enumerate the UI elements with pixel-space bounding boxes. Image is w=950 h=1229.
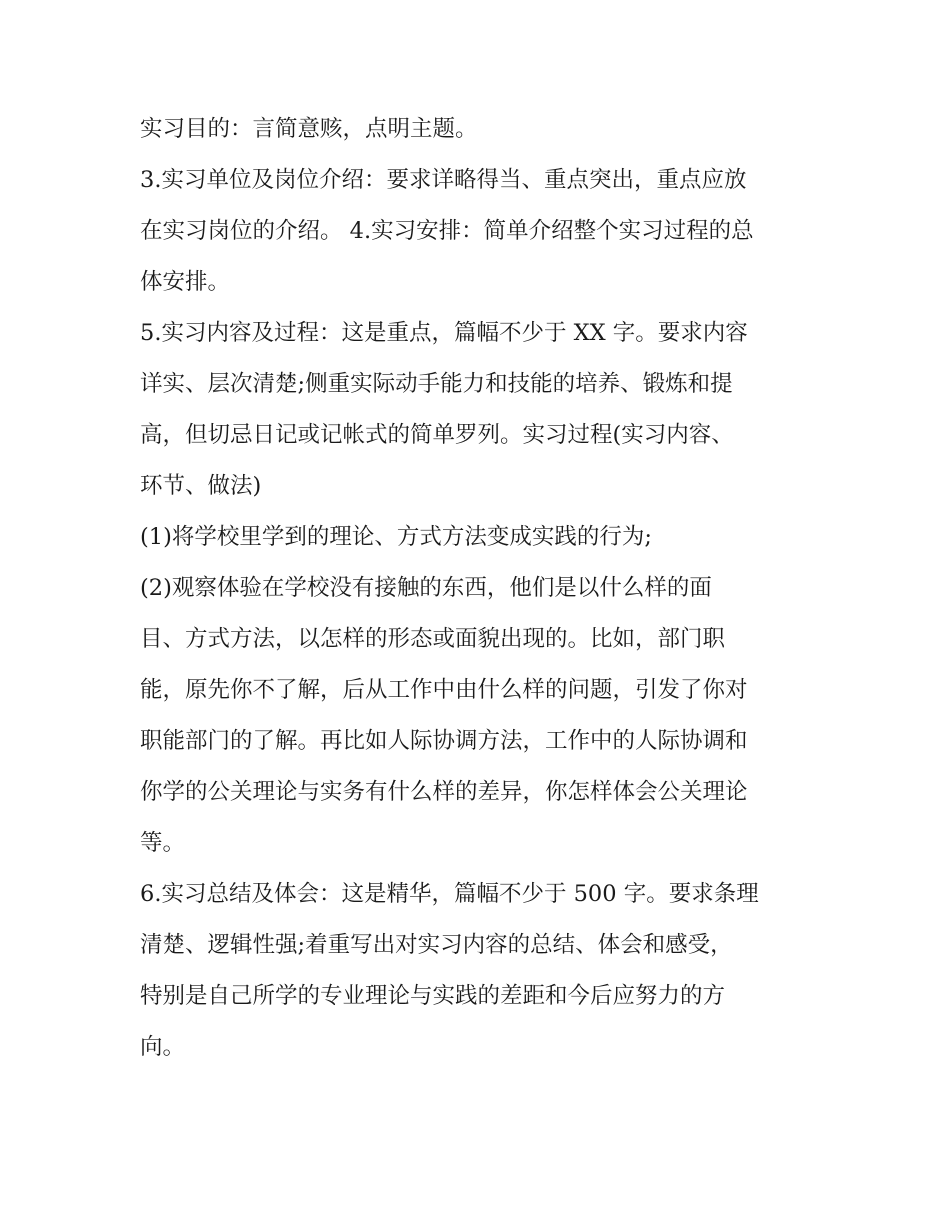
text-line: (2)观察体验在学校没有接触的东西，他们是以什么样的面: [140, 575, 712, 601]
text-line: 体安排。: [140, 269, 231, 295]
text-line: 职能部门的了解。再比如人际协调方法，工作中的人际协调和: [140, 728, 748, 754]
text-line: 等。: [140, 830, 186, 856]
text-line: 高，但切忌日记或记帐式的简单罗列。实习过程(实习内容、: [140, 422, 734, 448]
text-line: 详实、层次清楚;侧重实际动手能力和技能的培养、锻炼和提: [140, 371, 733, 397]
text-line: 实习目的：言简意赅，点明主题。: [140, 116, 478, 142]
text-line: 向。: [140, 1034, 186, 1060]
text-line: 你学的公关理论与实务有什么样的差异，你怎样体会公关理论: [140, 779, 748, 805]
text-line: (1)将学校里学到的理论、方式方法变成实践的行为;: [140, 524, 652, 550]
text-line: 3.实习单位及岗位介绍：要求详略得当、重点突出，重点应放: [140, 167, 747, 193]
text-line: 特别是自己所学的专业理论与实践的差距和今后应努力的方: [140, 983, 726, 1009]
text-line: 目、方式方法，以怎样的形态或面貌出现的。比如，部门职: [140, 626, 726, 652]
text-line: 清楚、逻辑性强;着重写出对实习内容的总结、体会和感受，: [140, 932, 733, 958]
text-line: 在实习岗位的介绍。 4.实习安排：简单介绍整个实习过程的总: [140, 218, 754, 244]
text-line: 5.实习内容及过程：这是重点，篇幅不少于 XX 字。要求内容: [140, 320, 748, 346]
text-line: 能，原先你不了解，后从工作中由什么样的问题，引发了你对: [140, 677, 748, 703]
text-line: 6.实习总结及体会：这是精华，篇幅不少于 500 字。要求条理: [140, 881, 759, 907]
text-line: 环节、做法): [140, 473, 262, 499]
document-body: [140, 104, 820, 1073]
